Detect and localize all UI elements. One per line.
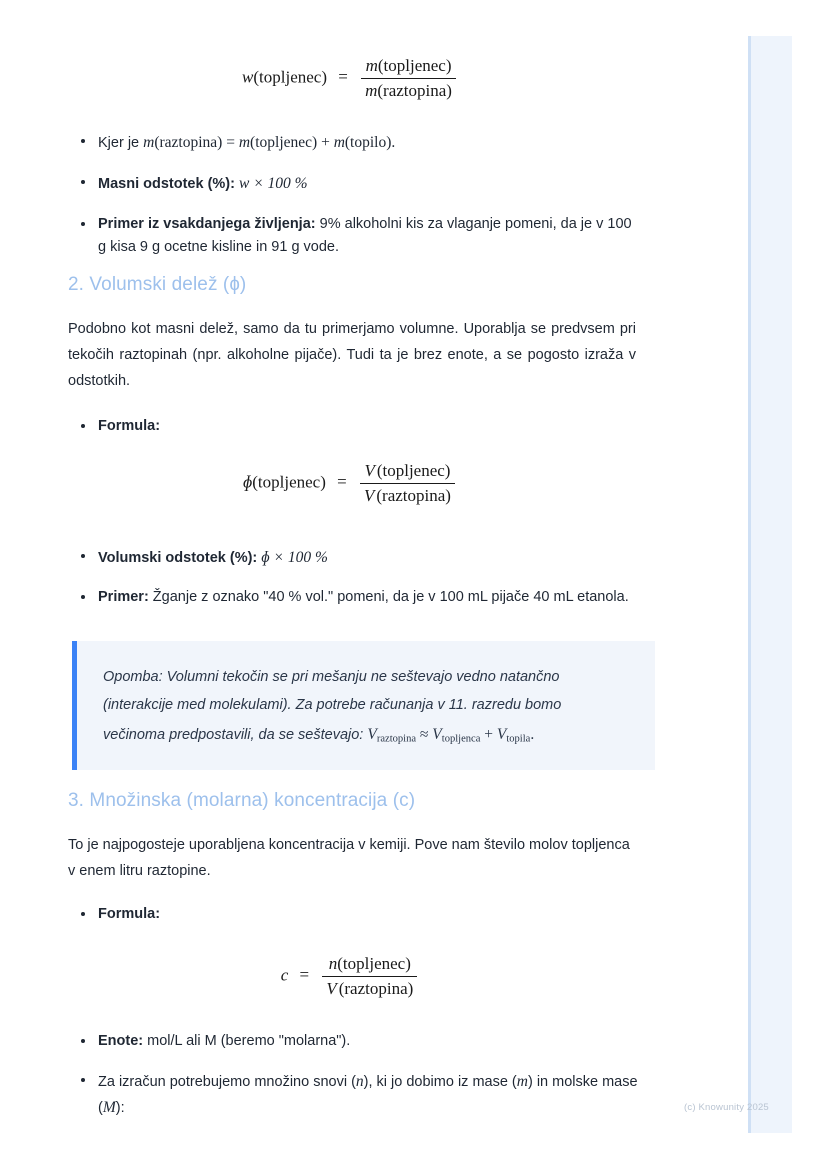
izracun-text-2: ), ki jo dobimo iz mase ( (363, 1074, 517, 1091)
note-math-approx: ≈ (416, 725, 433, 743)
bullet-list-volume-fraction (72, 545, 642, 610)
izracun-text-4: ): (115, 1099, 125, 1116)
enote-text: mol/L ali M (beremo "molarna"). (143, 1033, 351, 1049)
formula2-denominator-symbol: V (363, 486, 375, 505)
note-math-period: . (530, 725, 535, 743)
formula3-denominator (322, 977, 417, 999)
primer-zganje-label: Primer: (98, 589, 149, 606)
formula3-denominator-symbol: V (326, 979, 337, 998)
paragraph-volumski-delez: Podobno kot masni delež, samo da tu primerjamo volumne. Uporablja se predvsem pri tekočih raztopinah (npr. alkoholne pijače). Tudi ta je brez enote, a se pogosto izraža v odstotkih. (68, 321, 636, 389)
formula-label-volume: Formula: (98, 418, 161, 434)
volumski-odstotek-label: Volumski odstotek (%): (98, 550, 258, 566)
formula-molar-concentration (0, 954, 700, 999)
enote-label: Enote: (98, 1033, 144, 1049)
note-math-v3: V (496, 725, 507, 743)
primer-vsakdanje-label: Primer iz vsakdanjega življenja: (98, 215, 316, 232)
list-item-enote (72, 1030, 642, 1053)
list-item-volumski-odstotek (72, 545, 642, 570)
math-m-1: m (143, 134, 155, 151)
math-m-small: m (516, 1073, 528, 1091)
section-heading-volumski-delez: 2. Volumski delež (ɸ) (68, 274, 247, 295)
izracun-text-3: ) in molske mase ( (98, 1074, 638, 1116)
numerator-arg: (topljenec) (377, 56, 452, 75)
note-math (367, 726, 534, 743)
formula-lhs-arg: (topljenec) (253, 67, 328, 87)
note-math-v1: V (367, 725, 377, 743)
list-item-formula-label-volume (72, 415, 642, 438)
section-heading-molarna-koncentracija: 3. Množinska (molarna) koncentracija (c) (68, 790, 416, 811)
bullet-list-mass-fraction (72, 130, 642, 260)
note-math-sub3: topila (506, 732, 531, 744)
formula2-denominator (360, 484, 455, 506)
izracun-text-1: Za izračun potrebujemo množino snovi ( (98, 1074, 356, 1091)
paragraph-molarna-koncentracija: To je najpogosteje uporabljena koncentracija v kemiji. Pove nam število molov topljenca v enem litru raztopine. (68, 837, 630, 879)
formula3-lhs-symbol: c (280, 965, 289, 985)
kjer-je-text: Kjer je (98, 135, 144, 151)
watermark-knowunity: (c) Knowunity 2025 (684, 1102, 769, 1113)
denominator-arg: (raztopina) (377, 81, 452, 100)
formula3-numerator-symbol: n (328, 954, 338, 973)
math-topilo: (topilo). (344, 134, 396, 151)
math-m-2: m (238, 134, 251, 151)
math-n: n (355, 1073, 364, 1091)
note-callout (72, 641, 655, 770)
formula-label-molar: Formula: (98, 906, 161, 922)
formula2-numerator (360, 461, 455, 484)
bullet-list-molar (72, 1030, 642, 1120)
note-math-sub1: raztopina (376, 732, 417, 744)
formula3-equals: = (299, 965, 310, 985)
formula-fraction (361, 56, 456, 101)
right-side-panel (748, 36, 792, 1133)
math-raztopina: (raztopina) (154, 134, 223, 151)
formula3-numerator (322, 954, 417, 977)
numerator-symbol: m (365, 56, 378, 75)
math-m-3: m (333, 134, 345, 151)
formula-lhs-symbol: w (242, 67, 254, 87)
masni-odstotek-math: w × 100 % (238, 175, 308, 193)
math-topljenec: (topljenec) (250, 134, 318, 151)
list-item-kjer-je (72, 130, 642, 155)
bullet-list-formula-label-volume (72, 415, 642, 438)
list-item-primer-zganje (72, 586, 642, 609)
formula3-fraction (322, 954, 417, 999)
formula3-denominator-arg: (raztopina) (338, 979, 414, 998)
denominator-symbol: m (365, 81, 378, 100)
note-math-sub2: topljenca (441, 732, 481, 744)
list-item-izracun-mnozine (72, 1069, 642, 1120)
volumski-odstotek-math: ɸ × 100 % (261, 549, 328, 566)
math-M-big: M (102, 1098, 116, 1116)
note-math-v2: V (432, 725, 442, 743)
formula2-numerator-arg: (topljenec) (376, 461, 451, 480)
note-math-plus: + (480, 725, 497, 743)
note-text (103, 663, 627, 750)
primer-zganje-text: Žganje z oznako "40 % vol." pomeni, da je v 100 mL pijače 40 mL etanola. (148, 589, 629, 606)
formula2-fraction (360, 461, 455, 506)
masni-odstotek-label: Masni odstotek (%): (98, 176, 235, 193)
bullet-list-formula-label-molar (72, 903, 642, 926)
formula3-numerator-arg: (topljenec) (337, 954, 411, 973)
formula-volume-fraction (0, 461, 700, 506)
note-text-before: Opomba: Volumni tekočin se pri mešanju ne seštevajo vedno natančno (interakcije med molekulami). Za potrebe računanja v 11. razredu bomo večinoma predpostavili, da se seštevajo: (103, 669, 562, 743)
math-eq-1: = (222, 134, 239, 151)
formula-equals: = (338, 67, 348, 87)
list-item-masni-odstotek (72, 171, 642, 196)
right-side-panel-rule (748, 36, 751, 1133)
list-item-formula-label-molar (72, 903, 642, 926)
formula2-lhs-arg: (topljenec) (252, 472, 326, 492)
list-item-primer-vsakdanje (72, 213, 642, 260)
formula-denominator (361, 79, 456, 101)
primer-vsakdanje-text: 9% alkoholni kis za vlaganje pomeni, da je v 100 g kisa 9 g ocetne kisline in 91 g vode. (98, 215, 632, 256)
formula-mass-fraction (0, 56, 700, 101)
formula-numerator (361, 56, 456, 79)
formula2-equals: = (337, 472, 347, 492)
math-plus-1: + (317, 134, 334, 151)
formula2-lhs-symbol: ɸ (243, 472, 253, 492)
formula2-denominator-arg: (raztopina) (376, 486, 451, 505)
formula2-numerator-symbol: V (364, 461, 375, 480)
